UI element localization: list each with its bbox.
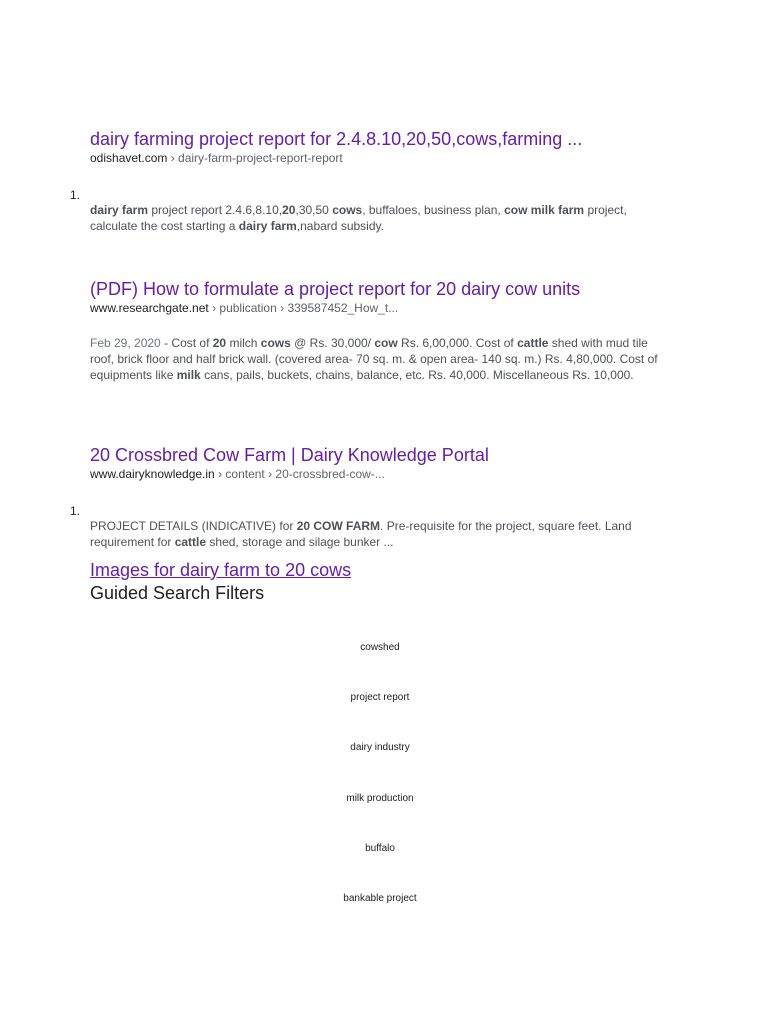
snippet-text: . Pre-requisite for the project, square feet. Land requirement for [90, 519, 632, 549]
images-link[interactable]: Images for dairy farm to 20 cows [90, 560, 352, 580]
cite-path: › publication › 339587452_How_t... [208, 301, 399, 315]
list-number: 1. [70, 504, 81, 518]
snippet-text: milch [226, 336, 261, 350]
snippet-text: Rs. 6,00,000. Cost of [397, 336, 518, 350]
filter-chip-dairy-industry[interactable]: dairy industry [350, 742, 410, 753]
snippet-keyword: cows [332, 203, 363, 217]
search-result [90, 444, 670, 482]
snippet-text: project, calculate the cost starting a [90, 203, 627, 233]
search-result [90, 278, 670, 316]
snippet-text: PROJECT DETAILS (INDICATIVE) for [90, 519, 297, 533]
snippet-keyword: cattle [517, 336, 549, 350]
result-title-link[interactable]: dairy farming project report for 2.4.8.10,20,50,cows,farming ... [90, 129, 583, 149]
result-title-link[interactable]: 20 Crossbred Cow Farm | Dairy Knowledge Portal [90, 445, 489, 465]
result-snippet [90, 335, 670, 383]
filter-chip-buffalo[interactable]: buffalo [365, 843, 395, 854]
snippet-text: shed, storage and silage bunker ... [206, 535, 394, 549]
cite-host: www.researchgate.net [90, 301, 209, 315]
snippet-keyword: cows [260, 336, 291, 350]
filter-chip-project-report[interactable]: project report [350, 692, 410, 703]
snippet-text: cans, pails, buckets, chains, balance, etc. Rs. 40,000. Miscellaneous Rs. 10,000. [200, 368, 634, 382]
list-number: 1. [70, 188, 81, 202]
snippet-text: @ Rs. 30,000/ [290, 336, 375, 350]
result-cite[interactable] [90, 150, 670, 166]
cite-host: odishavet.com [90, 151, 168, 165]
guided-filters-heading: Guided Search Filters [90, 583, 265, 603]
filter-chip-cowshed[interactable]: cowshed [360, 642, 400, 653]
cite-host: www.dairyknowledge.in [90, 467, 215, 481]
snippet-text: , buffaloes, business plan, [362, 203, 505, 217]
snippet-keyword: 20 [282, 203, 296, 217]
result-date: Feb 29, 2020 [90, 336, 161, 350]
cite-path: › content › 20-crossbred-cow-... [214, 467, 385, 481]
filter-chip-bankable-project[interactable]: bankable project [343, 893, 417, 904]
result-cite[interactable] [90, 466, 670, 482]
result-snippet [90, 202, 670, 234]
snippet-keyword: 20 COW FARM [296, 519, 381, 533]
result-title-link[interactable]: (PDF) How to formulate a project report for 20 dairy cow units [90, 279, 581, 299]
snippet-text: ,nabard subsidy. [296, 219, 384, 233]
cite-path: › dairy-farm-project-report-report [167, 151, 343, 165]
snippet-keyword: dairy farm [90, 203, 149, 217]
snippet-keyword: dairy farm [238, 219, 297, 233]
result-snippet [90, 518, 670, 550]
snippet-text: ,30,50 [295, 203, 333, 217]
snippet-text: project report 2.4.6,8.10, [148, 203, 283, 217]
snippet-text: - Cost of [160, 336, 213, 350]
snippet-keyword: 20 [212, 336, 227, 350]
snippet-keyword: cow milk farm [504, 203, 585, 217]
search-result [90, 128, 670, 166]
snippet-keyword: cow [374, 336, 398, 350]
snippet-keyword: milk [176, 368, 201, 382]
result-cite[interactable] [90, 300, 670, 316]
snippet-keyword: cattle [174, 535, 207, 549]
filter-chip-milk-production[interactable]: milk production [346, 793, 414, 804]
snippet-text: shed with mud tile roof, brick floor and half brick wall. (covered area- 70 sq. m. & open area- 140 sq. m.) Rs. 4,80,000. Cost of equipments like [90, 336, 658, 382]
